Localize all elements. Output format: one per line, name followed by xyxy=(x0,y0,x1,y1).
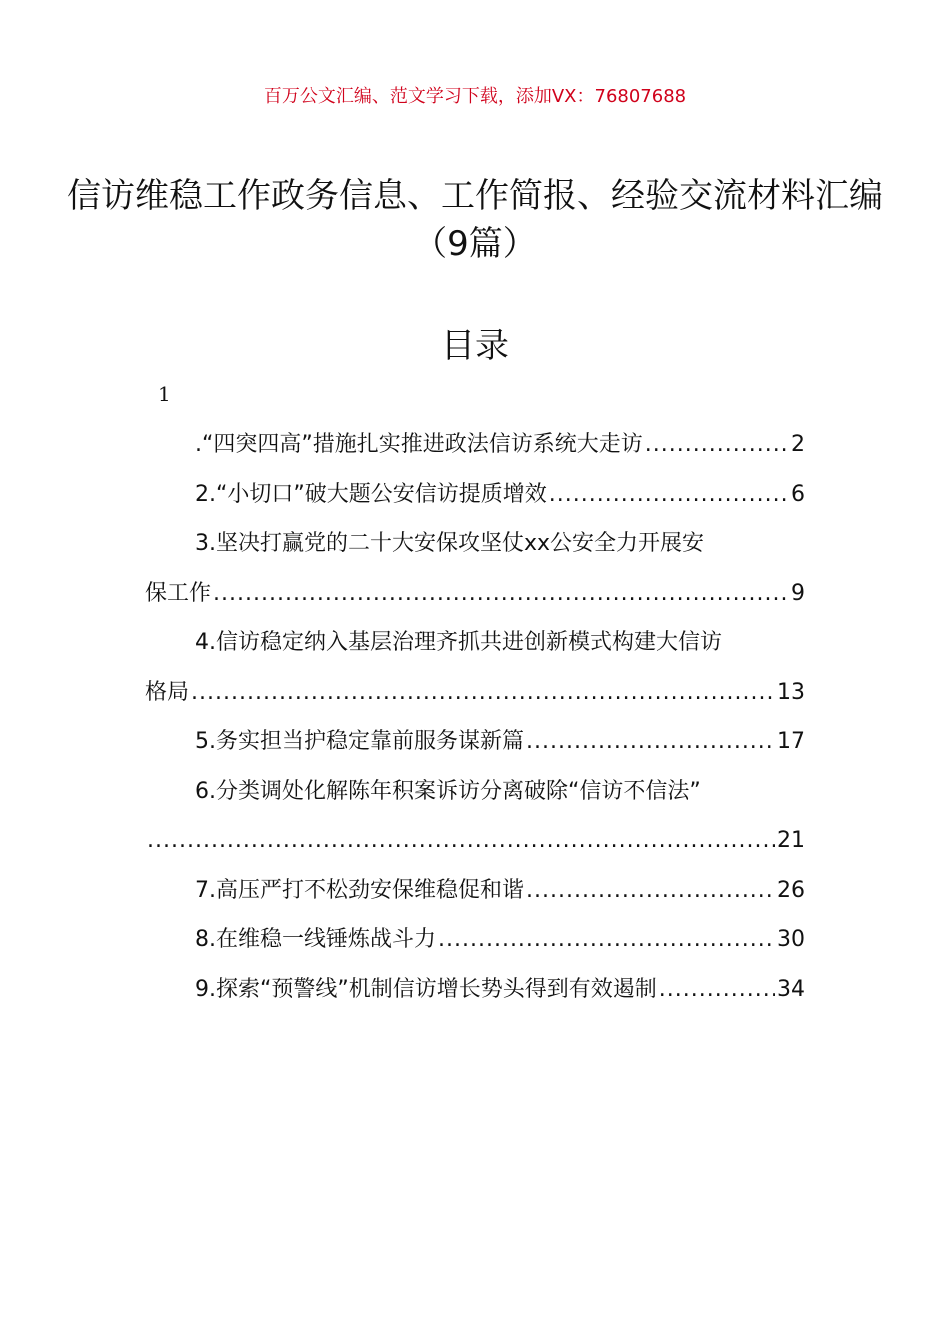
toc-entry-5[interactable] xyxy=(145,717,805,767)
toc-entry-text-continued: 保工作 xyxy=(145,580,212,606)
toc-entry-2[interactable] xyxy=(145,470,805,520)
toc-page-number: 6 xyxy=(791,481,805,507)
toc-entry-text: 8.在维稳一线锤炼战斗力 xyxy=(195,927,436,952)
toc-entry-text: 2.“小切口”破大题公安信访提质增效 xyxy=(195,481,547,507)
toc-page-number: 30 xyxy=(777,927,805,952)
toc-entry-7[interactable] xyxy=(145,866,805,916)
toc-entry-text: 5.务实担当护稳定靠前服务谋新篇 xyxy=(195,729,524,754)
toc-entry-text-continued: 格局 xyxy=(145,679,190,705)
toc-entry-9[interactable] xyxy=(145,965,805,1015)
dot-leader xyxy=(645,420,789,470)
toc-page-number: 2 xyxy=(791,432,805,457)
download-banner: 百万公文汇编、范文学习下载，添加VX：76807688 xyxy=(263,86,687,107)
toc-heading: 目录 xyxy=(441,326,509,366)
toc-entry-text: 7.高压严打不松劲安保维稳促和谐 xyxy=(195,877,524,903)
toc-entry-1[interactable] xyxy=(145,420,805,470)
document-title: 信访维稳工作政务信息、工作简报、经验交流材料汇编（9篇） xyxy=(67,176,883,264)
toc-entry-text: 3.坚决打赢党的二十大安保攻坚仗xx公安全力开展安 xyxy=(195,531,705,556)
toc-page-number: 34 xyxy=(777,976,805,1002)
dot-leader xyxy=(526,866,775,916)
dot-leader xyxy=(213,569,789,619)
dot-leader xyxy=(526,717,775,767)
stray-number: 1 xyxy=(158,382,171,406)
dot-leader xyxy=(191,668,775,718)
dot-leader xyxy=(659,965,775,1015)
toc-entry-text: 6.分类调处化解陈年积案诉访分离破除“信访不信法” xyxy=(195,778,701,804)
toc-entry-4[interactable] xyxy=(145,618,805,717)
dot-leader xyxy=(438,915,775,965)
toc-entry-8[interactable] xyxy=(145,915,805,965)
toc-entry-text: 4.信访稳定纳入基层治理齐抓共进创新模式构建大信访 xyxy=(195,630,722,655)
table-of-contents xyxy=(145,420,805,1014)
toc-entry-3[interactable] xyxy=(145,519,805,618)
toc-entry-text: .“四突四高”措施扎实推进政法信访系统大走访 xyxy=(195,432,643,457)
toc-entry-6[interactable] xyxy=(145,767,805,866)
dot-leader xyxy=(549,470,789,520)
toc-entry-text: 9.探索“预警线”机制信访增长势头得到有效遏制 xyxy=(195,976,657,1002)
dot-leader xyxy=(147,816,775,866)
toc-page-number: 17 xyxy=(777,729,805,754)
toc-page-number: 9 xyxy=(791,580,805,606)
toc-page-number: 26 xyxy=(777,877,805,903)
toc-page-number: 21 xyxy=(777,828,805,853)
toc-page-number: 13 xyxy=(777,679,805,705)
